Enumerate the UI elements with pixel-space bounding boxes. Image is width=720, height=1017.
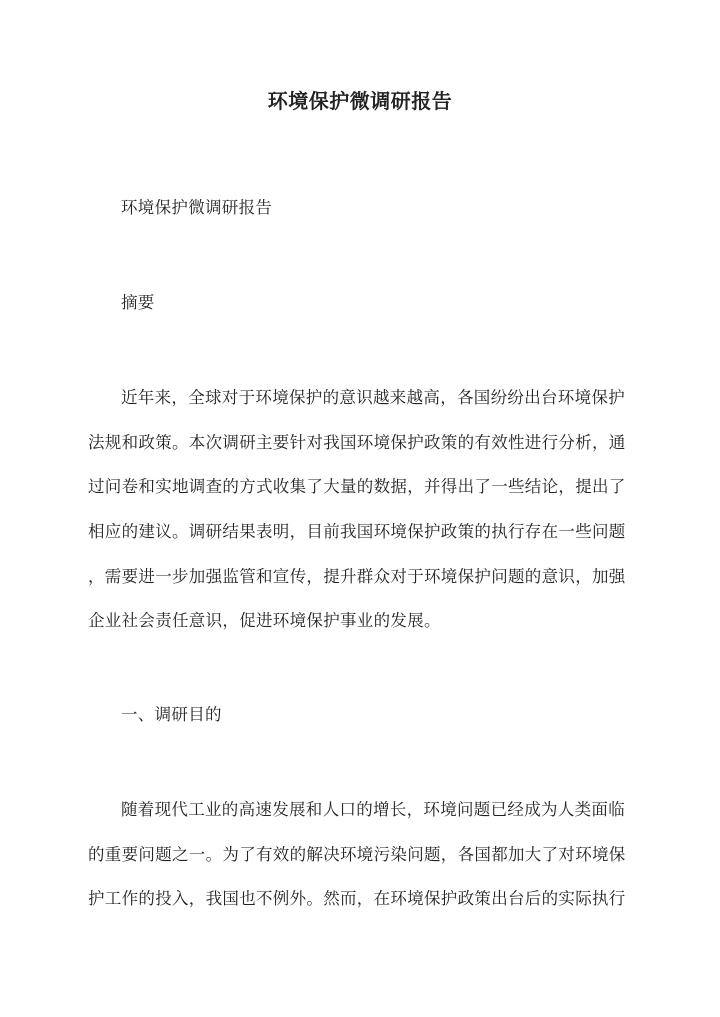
abstract-line: ，需要进一步加强监管和宣传，提升群众对于环境保护问题的意识，加强 [88,567,626,586]
document-title: 环境保护微调研报告 [267,89,453,113]
section1-line: 的重要问题之一。为了有效的解决环境污染问题，各国都加大了对环境保 [88,845,626,864]
abstract-line: 法规和政策。本次调研主要针对我国环境保护政策的有效性进行分析，通 [88,433,626,452]
section1-heading: 一、调研目的 [121,705,222,724]
abstract-line: 近年来，全球对于环境保护的意识越来越高，各国纷纷出台环境保护 [121,388,625,407]
section1-line: 护工作的投入，我国也不例外。然而，在环境保护政策出台后的实际执行 [88,889,626,908]
abstract-heading: 摘要 [121,293,155,312]
abstract-line: 相应的建议。调研结果表明，目前我国环境保护政策的执行存在一些问题 [88,522,626,541]
section1-line: 随着现代工业的高速发展和人口的增长，环境问题已经成为人类面临 [121,800,625,819]
abstract-line: 过问卷和实地调查的方式收集了大量的数据，并得出了一些结论，提出了 [88,477,626,496]
abstract-line: 企业社会责任意识，促进环境保护事业的发展。 [88,611,441,630]
document-subtitle: 环境保护微调研报告 [121,198,273,217]
